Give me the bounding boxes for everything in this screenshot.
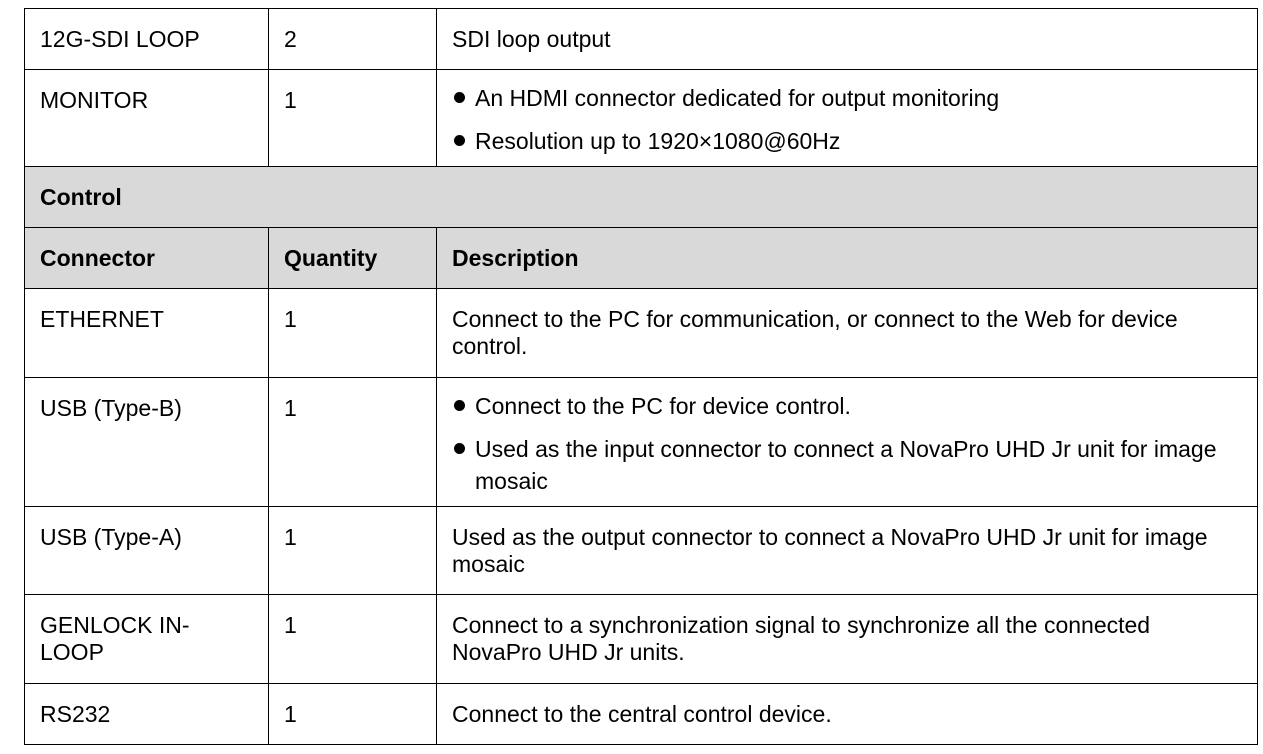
connector-cell: ETHERNET	[25, 289, 269, 378]
header-quantity: Quantity	[269, 228, 437, 289]
description-cell: Connect to a synchronization signal to synchronize all the connected NovaPro UHD Jr units.	[437, 595, 1258, 684]
description-cell: Used as the output connector to connect a NovaPro UHD Jr unit for image mosaic	[437, 507, 1258, 595]
description-cell	[437, 70, 1258, 167]
table-row	[25, 684, 1258, 745]
connector-cell: MONITOR	[25, 70, 269, 167]
list-item	[452, 82, 1242, 114]
section-title: Control	[25, 167, 1258, 228]
description-cell: Connect to the PC for communication, or connect to the Web for device control.	[437, 289, 1258, 378]
connector-spec-table	[24, 8, 1258, 745]
header-connector: Connector	[25, 228, 269, 289]
bullet-icon	[454, 443, 465, 454]
quantity-cell: 1	[269, 289, 437, 378]
bullet-icon	[454, 92, 465, 103]
quantity-cell: 1	[269, 684, 437, 745]
description-cell	[437, 378, 1258, 507]
bullet-text: Used as the input connector to connect a NovaPro UHD Jr unit for image mosaic	[475, 436, 1217, 494]
table-row	[25, 378, 1258, 507]
table-row	[25, 70, 1258, 167]
bullet-text: Connect to the PC for device control.	[475, 393, 851, 419]
connector-cell: USB (Type-B)	[25, 378, 269, 507]
table-row	[25, 289, 1258, 378]
header-row	[25, 228, 1258, 289]
bullet-icon	[454, 400, 465, 411]
header-description: Description	[437, 228, 1258, 289]
connector-cell: RS232	[25, 684, 269, 745]
bullet-text: Resolution up to 1920×1080@60Hz	[475, 128, 841, 154]
connector-cell: GENLOCK IN-LOOP	[25, 595, 269, 684]
bullet-icon	[454, 135, 465, 146]
quantity-cell: 1	[269, 70, 437, 167]
list-item	[452, 390, 1242, 422]
quantity-cell: 2	[269, 9, 437, 70]
connector-cell: 12G-SDI LOOP	[25, 9, 269, 70]
list-item	[452, 433, 1242, 497]
table-row	[25, 507, 1258, 595]
quantity-cell: 1	[269, 507, 437, 595]
list-item	[452, 125, 1242, 157]
section-row	[25, 167, 1258, 228]
description-cell: Connect to the central control device.	[437, 684, 1258, 745]
table-row	[25, 595, 1258, 684]
bullet-list	[452, 82, 1242, 157]
bullet-text: An HDMI connector dedicated for output monitoring	[475, 85, 1000, 111]
connector-cell: USB (Type-A)	[25, 507, 269, 595]
bullet-list	[452, 390, 1242, 497]
quantity-cell: 1	[269, 378, 437, 507]
table-row	[25, 9, 1258, 70]
description-cell: SDI loop output	[437, 9, 1258, 70]
quantity-cell: 1	[269, 595, 437, 684]
